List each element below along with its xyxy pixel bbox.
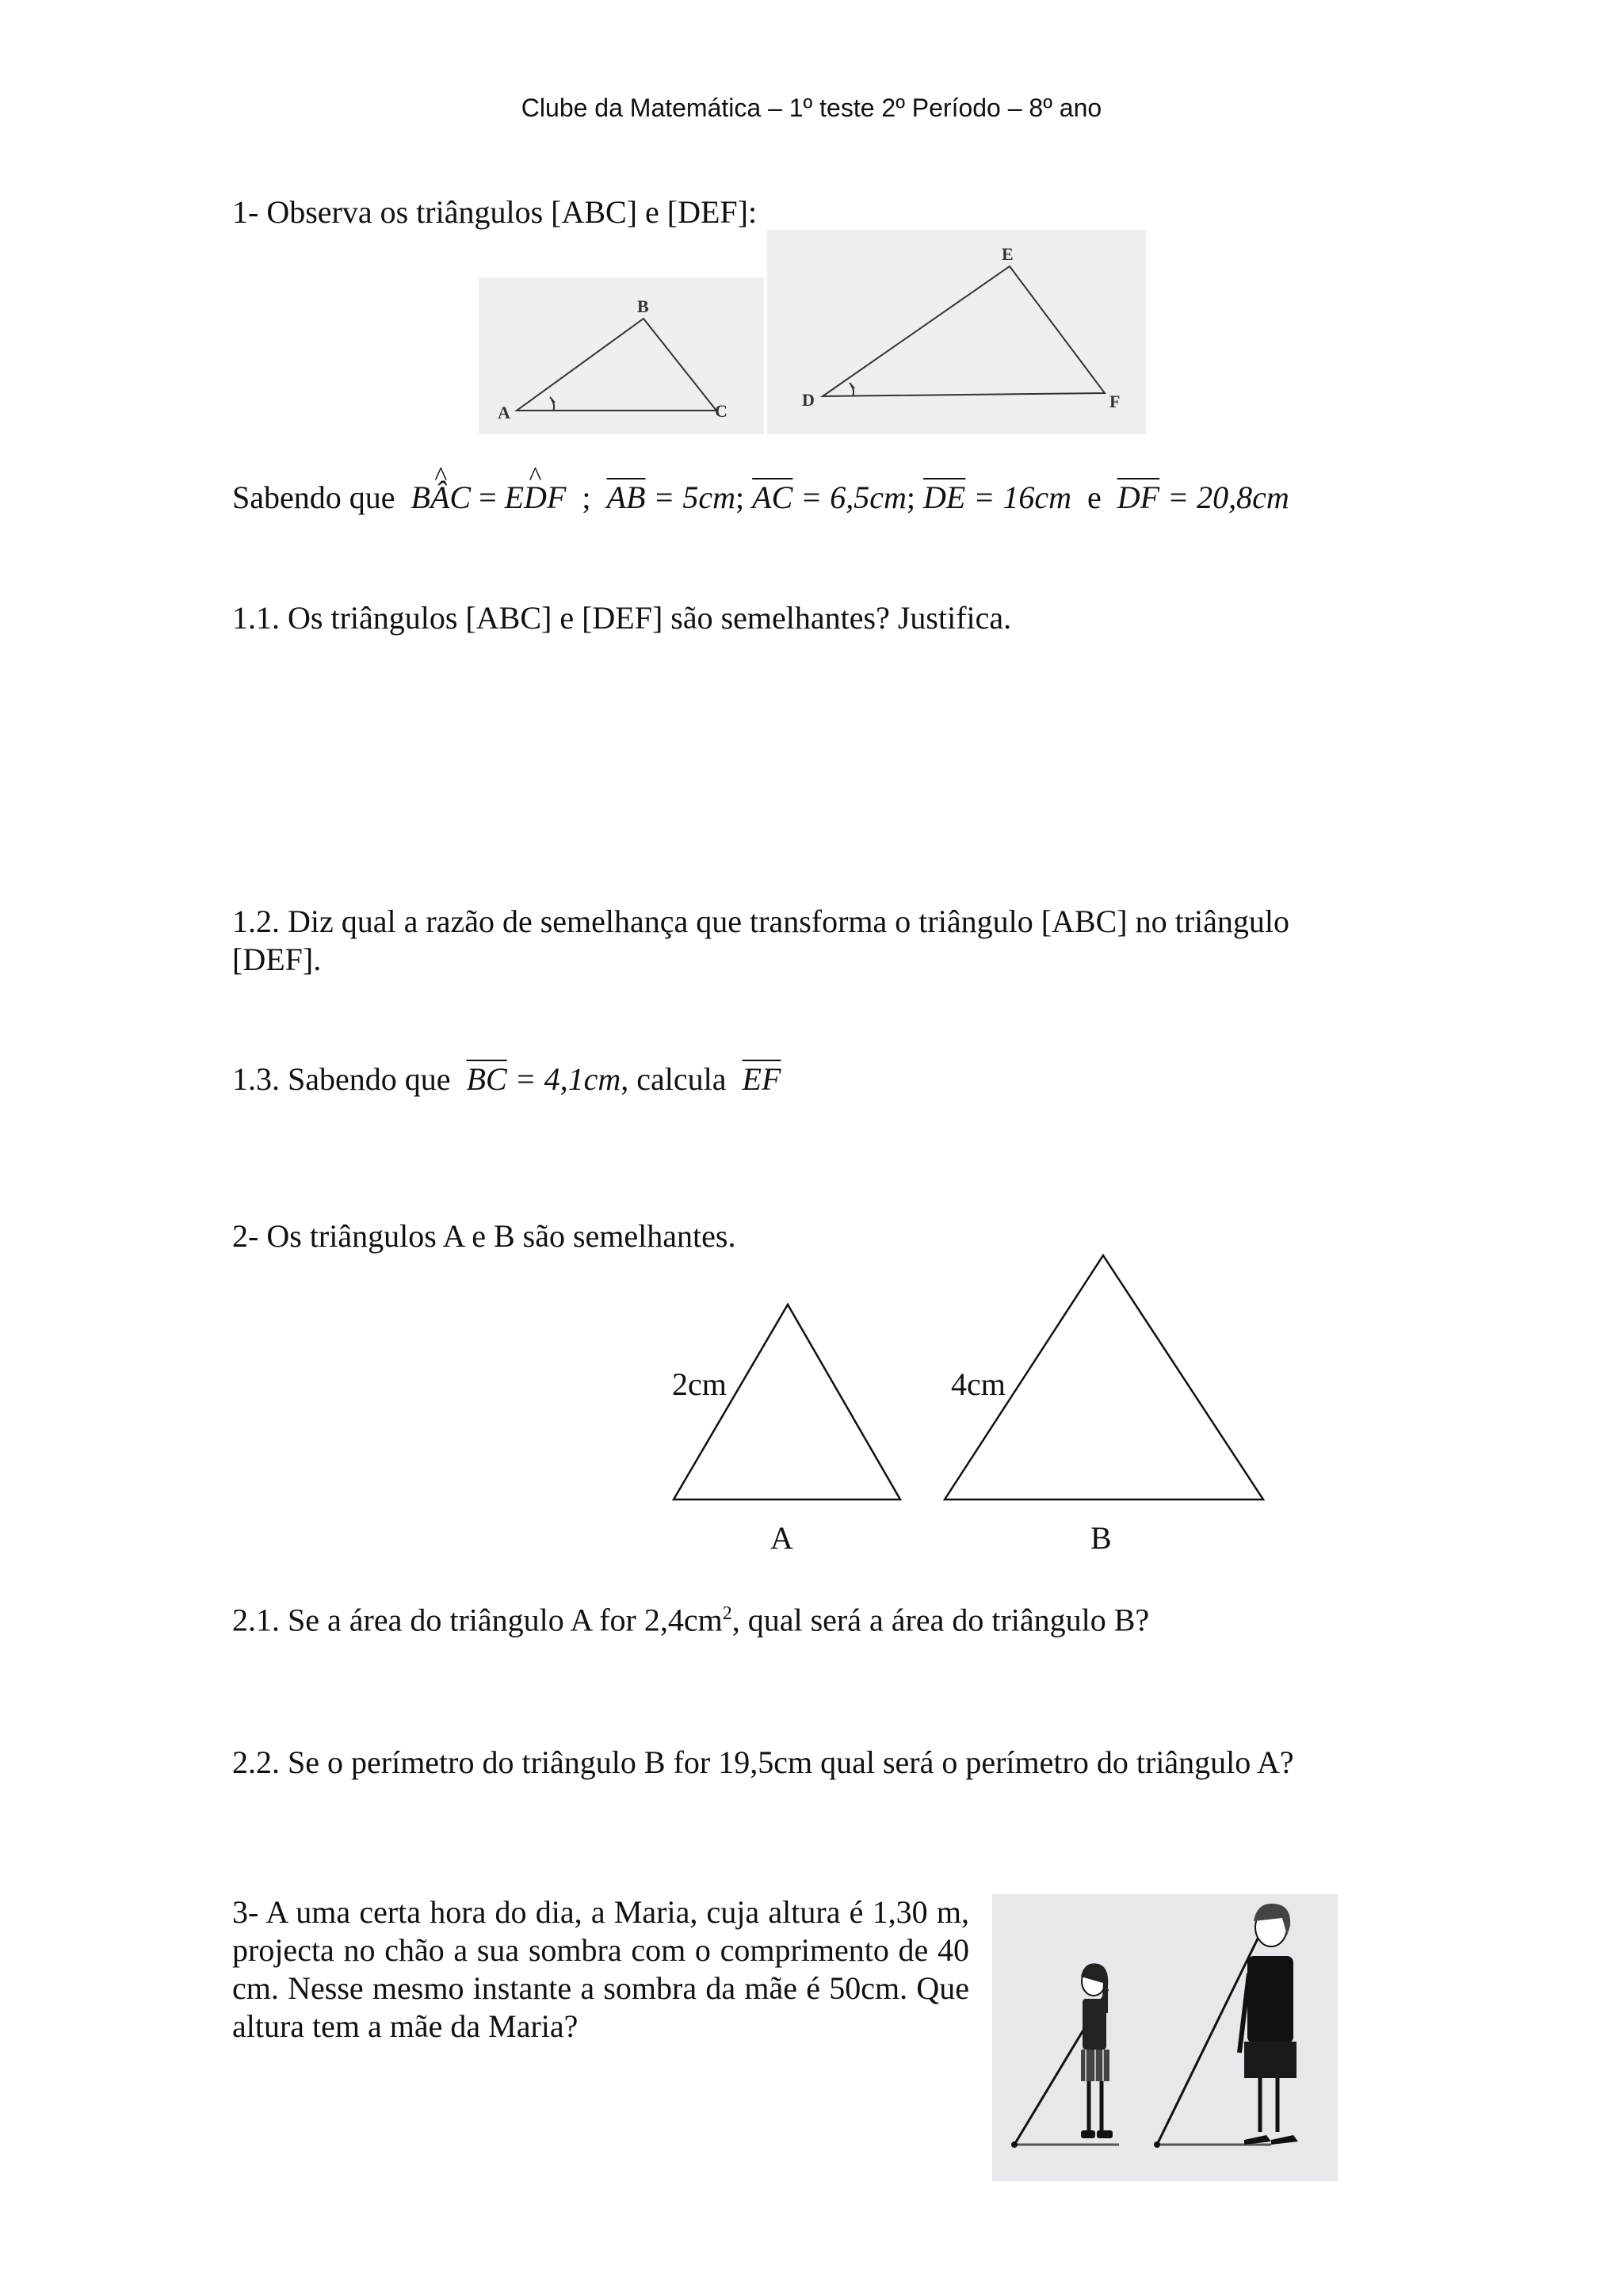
given-prefix: Sabendo que (232, 479, 395, 515)
angle-edf: ^ EDF (505, 479, 567, 517)
maria-and-mother-shadow-figure (992, 1894, 1338, 2181)
q2-1-prefix: 2.1. Se a área do triângulo A for 2,4cm (232, 1602, 723, 1638)
q2-2-question: 2.2. Se o perímetro do triângulo B for 19,5cm qual será o perímetro do triângulo A? (232, 1744, 1294, 1780)
segment-ef: $\overline{EF}$ (742, 1061, 781, 1097)
q1-2-question-line2: [DEF]. (232, 942, 322, 977)
q2-1-suffix: , qual será a área do triângulo B? (731, 1602, 1150, 1638)
value-de: = 16cm (973, 479, 1072, 515)
q3-question: 3- A uma certa hora do dia, a Maria, cuja altura é 1,30 m, projecta no chão a sua sombra com o comprimento de 40 cm. Nesse mesmo instante a sombra da mãe é 50cm. Que altura tem a mãe da Maria? (232, 1894, 969, 2044)
label-c: C (715, 401, 727, 421)
sep-2: ; (735, 479, 745, 515)
q1-2-question-line1: 1.2. Diz qual a razão de semelhança que transforma o triângulo [ABC] no triângulo (232, 904, 1290, 939)
label-f: F (1109, 392, 1121, 411)
value-df: = 20,8cm (1167, 479, 1289, 515)
triangle-b-side-label: 4cm (951, 1366, 1006, 1402)
q1-given-data (232, 479, 1289, 517)
triangle-b-label: B (1090, 1520, 1112, 1556)
triangles-a-b-figure (650, 1244, 1284, 1561)
sep-1: ; (582, 479, 591, 515)
label-b: B (637, 296, 649, 316)
segment-ac: $\overline{AC}$ (752, 479, 793, 515)
q1-3-prefix: 1.3. Sabendo que (232, 1061, 451, 1097)
sep-3: ; (906, 479, 916, 515)
q1-title: 1- Observa os triângulos [ABC] e [DEF]: (232, 194, 758, 230)
q1-3-question (232, 1060, 781, 1098)
and-word: e (1087, 479, 1102, 515)
q1-1-question: 1.1. Os triângulos [ABC] e [DEF] são semelhantes? Justifica. (232, 600, 1012, 636)
triangle-a-label: A (770, 1520, 793, 1556)
q1-3-middle: , calcula (621, 1061, 727, 1097)
q2-1-exponent: 2 (722, 1603, 732, 1624)
value-bc: = 4,1cm (514, 1061, 621, 1097)
triangle-a-side-label: 2cm (672, 1366, 727, 1402)
triangles-abc-def-figure (479, 230, 1146, 434)
q2-title: 2- Os triângulos A e B são semelhantes. (232, 1218, 736, 1254)
q2-1-question (232, 1595, 1149, 1639)
value-ac: = 6,5cm (800, 479, 907, 515)
label-d: D (802, 390, 815, 410)
segment-ab: $\overline{AB}$ (606, 479, 646, 515)
segment-df: $\overline{DF}$ (1117, 479, 1160, 515)
value-ab: = 5cm (653, 479, 736, 515)
label-e: E (1002, 244, 1014, 264)
page-header: Clube da Matemática – 1º teste 2º Período – 8º ano (521, 94, 1102, 122)
segment-bc: $\overline{BC}$ (466, 1061, 507, 1097)
angle-eq: = (479, 479, 497, 515)
segment-de: $\overline{DE}$ (923, 479, 966, 515)
angle-bac: ^ BÂC (411, 479, 472, 517)
label-a: A (498, 403, 510, 422)
